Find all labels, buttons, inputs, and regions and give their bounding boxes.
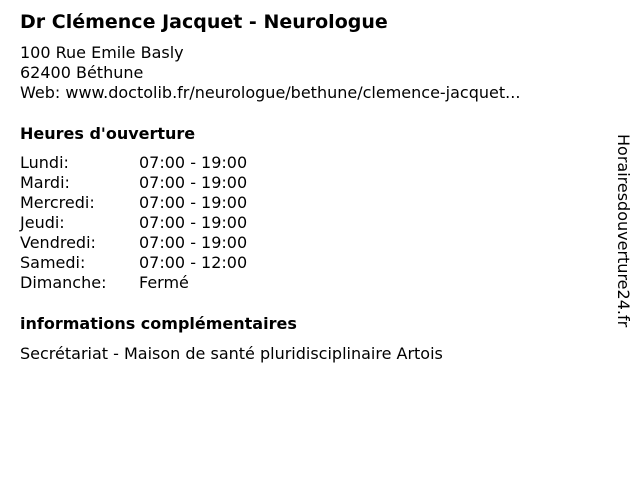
additional-info-heading: informations complémentaires [20, 314, 297, 333]
day-label: Mercredi: [20, 193, 95, 212]
day-label: Samedi: [20, 253, 86, 272]
site-brand-text: Horairesdouverture24.fr [614, 134, 633, 328]
city-postal-code: 62400 Béthune [20, 63, 144, 82]
day-label: Dimanche: [20, 273, 107, 292]
day-label: Lundi: [20, 153, 69, 172]
time-range: 07:00 - 19:00 [139, 193, 248, 212]
site-brand-watermark [611, 134, 635, 344]
day-label: Jeudi: [20, 213, 65, 232]
time-range: 07:00 - 19:00 [139, 233, 248, 252]
opening-hours-heading: Heures d'ouverture [20, 124, 196, 143]
time-range: 07:00 - 19:00 [139, 213, 248, 232]
time-range: 07:00 - 19:00 [139, 173, 248, 192]
day-label: Vendredi: [20, 233, 96, 252]
day-label: Mardi: [20, 173, 70, 192]
time-range: 07:00 - 19:00 [139, 153, 248, 172]
address-block [20, 43, 520, 103]
time-range: 07:00 - 12:00 [139, 253, 248, 272]
time-range: Fermé [139, 273, 189, 292]
street-address: 100 Rue Emile Basly [20, 43, 184, 62]
additional-info-text: Secrétariat - Maison de santé pluridisciplinaire Artois [20, 344, 443, 363]
website-line: Web: www.doctolib.fr/neurologue/bethune/clemence-jacquet... [20, 83, 521, 102]
page-title: Dr Clémence Jacquet - Neurologue [20, 11, 388, 33]
